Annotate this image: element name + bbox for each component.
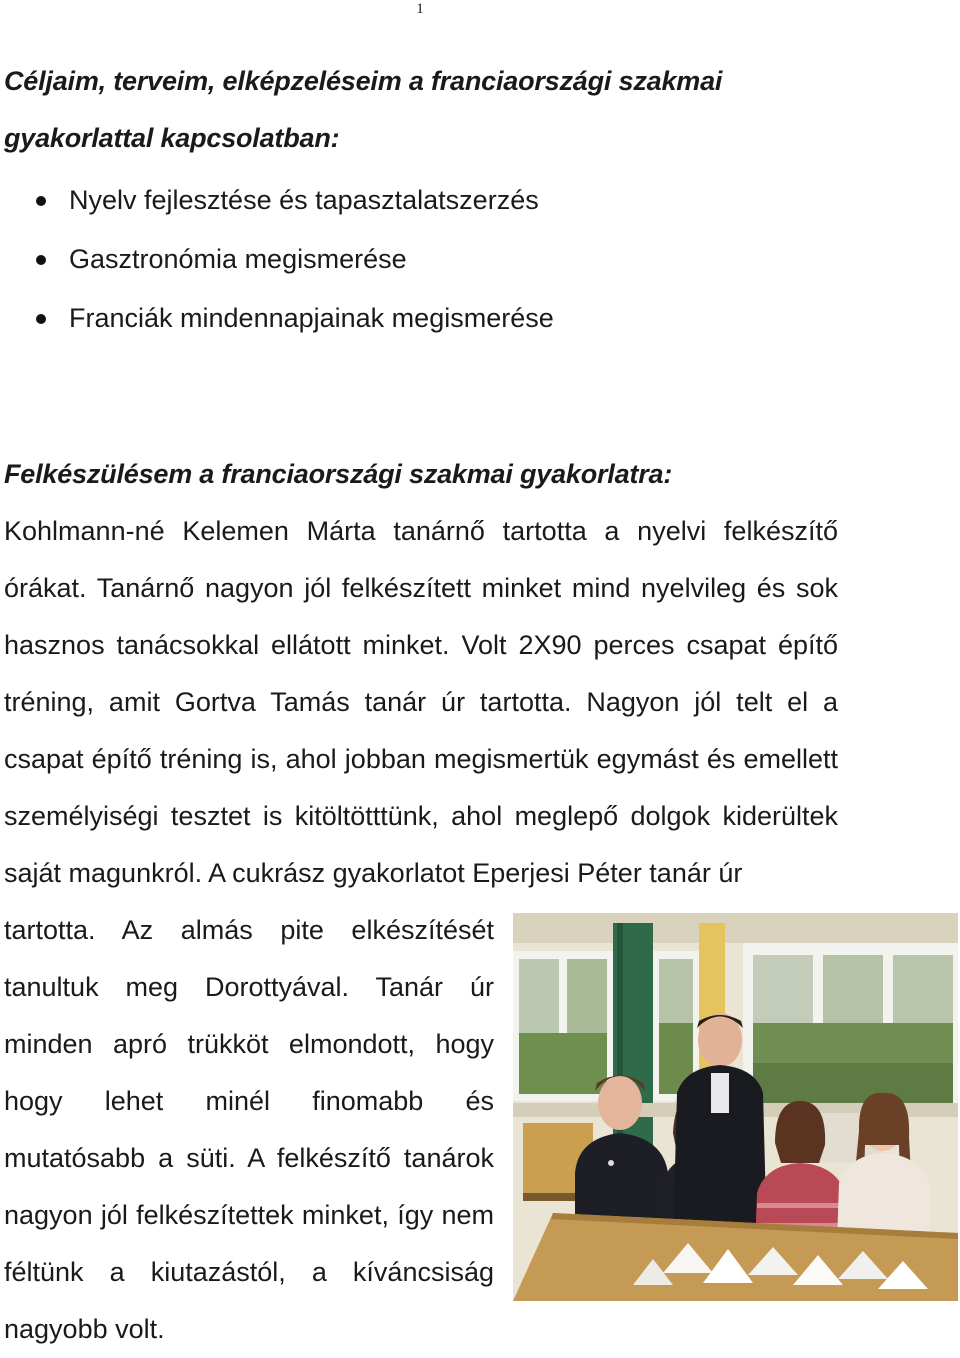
paragraph-line: tanultuk meg Dorottyával. Tanár úr: [4, 972, 494, 1002]
paragraph-line: féltünk a kiutazástól, a kíváncsiság: [4, 1257, 494, 1287]
preparation-paragraph: Kohlmann-né Kelemen Márta tanárnő tartotta a nyelvi felkészítő órákat. Tanárnő nagyon jól felkészített minket mind nyelvileg és sok hasznos tanácsokkal ellátott minket. Volt 2X90 perces csapat építő tréning, amit Gortva Tamás tanár úr tartotta. Nagyon jól telt el a csapat építő tréning is, ahol jobban megismertük egymást és emellett személyiségi tesztet is kitöltötttünk, ahol meglepő dolgok kiderültek saját magunkról. A cukrász gyakorlatot Eperjesi Péter tanár úr: [4, 516, 838, 888]
paragraph-line: nagyon jól felkészítettek minket, így nem: [4, 1200, 494, 1230]
goal-text: Franciák mindennapjainak megismerése: [69, 303, 554, 333]
goals-heading-line-2: gyakorlattal kapcsolatban:: [4, 123, 340, 153]
preparation-heading: Felkészülésem a franciaországi szakmai gyakorlatra:: [4, 459, 673, 489]
classroom-photo-illustration: [513, 913, 958, 1301]
page-number: 1: [416, 1, 424, 17]
goal-text: Gasztronómia megismerése: [69, 244, 407, 274]
goals-heading-line-1: Céljaim, terveim, elképzeléseim a franciaországi szakmai: [4, 66, 723, 96]
group-photo: [513, 913, 958, 1301]
bullet-icon: [36, 255, 46, 265]
list-item: [0, 230, 554, 289]
paragraph-line: hogy lehet minél finomabb és: [4, 1086, 494, 1116]
list-item: [0, 171, 554, 230]
list-item: [0, 289, 554, 348]
bullet-icon: [36, 314, 46, 324]
preparation-paragraph-continued: [4, 902, 494, 1358]
bullet-icon: [36, 196, 46, 206]
paragraph-line: tartotta. Az almás pite elkészítését: [4, 915, 494, 945]
paragraph-line: minden apró trükköt elmondott, hogy: [4, 1029, 494, 1059]
paragraph-line: mutatósabb a süti. A felkészítő tanárok: [4, 1143, 494, 1173]
paragraph-line: nagyobb volt.: [4, 1314, 165, 1344]
goal-text: Nyelv fejlesztése és tapasztalatszerzés: [69, 185, 539, 215]
goals-list: [0, 171, 554, 348]
